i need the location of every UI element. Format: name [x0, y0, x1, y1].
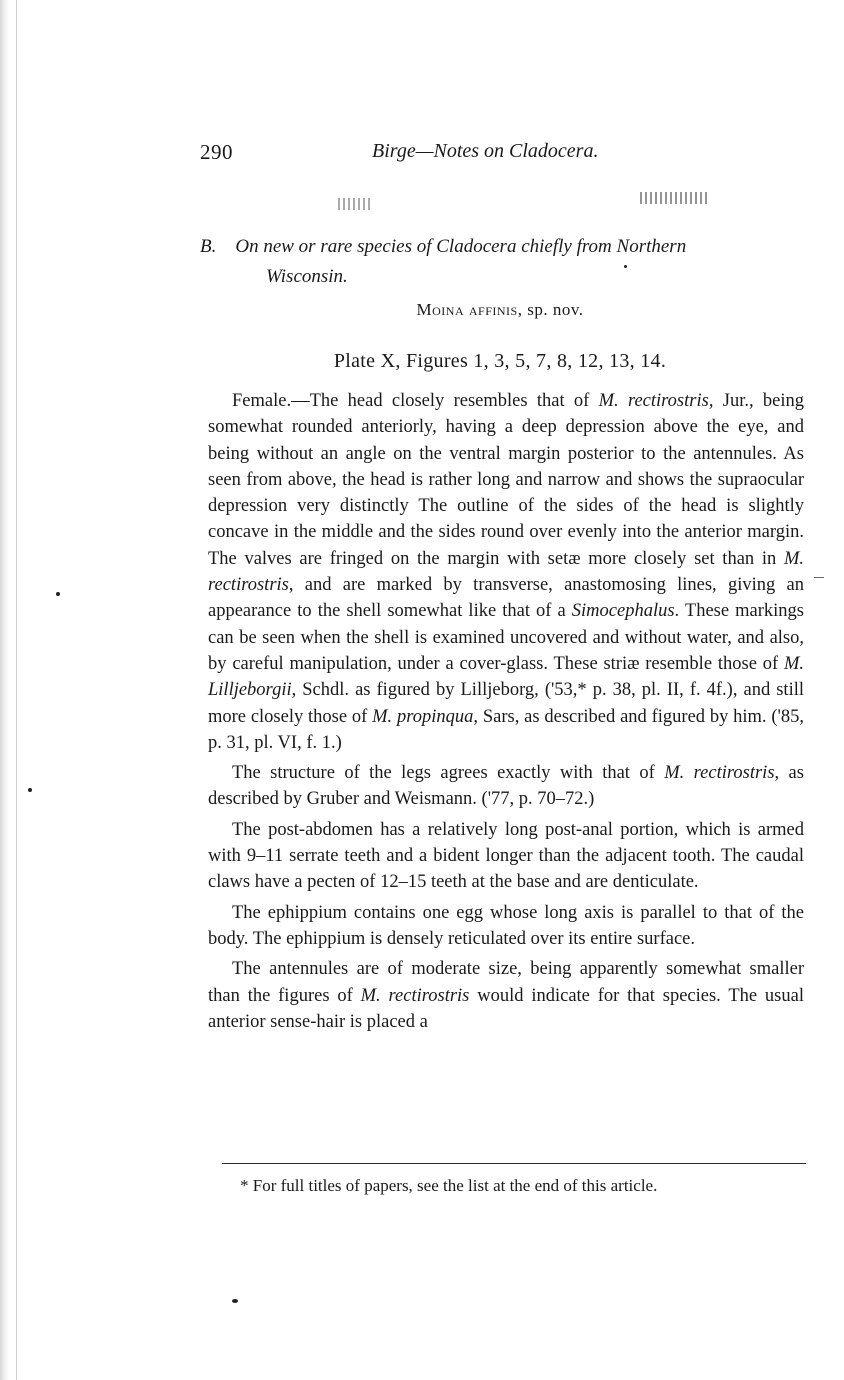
page-header — [200, 140, 620, 170]
ornament-left — [338, 198, 372, 210]
plate-reference: Plate X, Figures 1, 3, 5, 7, 8, 12, 13, 14. — [333, 350, 667, 372]
ink-speck — [232, 1299, 238, 1303]
text-run: , Schdl. as figured by Lilljeborg, ('53,* p. 38, pl. II, f. 4f.), and still more closely those of — [208, 680, 804, 727]
ink-speck — [56, 592, 60, 596]
footnote: * For full titles of papers, see the list at the end of this article. — [240, 1176, 658, 1195]
page-edge-shadow — [0, 0, 10, 1380]
text-run: . These markings can be seen when the shell is examined uncovered and without water, and also, by careful manipulation, under a cover-glass. These striæ resemble those of — [208, 601, 804, 674]
page-number: 290 — [200, 140, 233, 164]
species-title — [200, 300, 800, 320]
ornament-right — [640, 192, 708, 204]
running-head: Birge—Notes on Cladocera. — [372, 140, 599, 162]
footnote-rule — [222, 1163, 806, 1164]
text-run: Female.—The head closely resembles that of — [232, 391, 599, 411]
species-italic: M. rectirostris — [598, 391, 709, 411]
paragraph-female-description — [208, 388, 804, 756]
text-run: , and are marked by transverse, anastomosing lines, giving an appearance to the shell somewhat like that of a — [208, 575, 804, 622]
paragraph-ephippium: The ephippium contains one egg whose long axis is parallel to that of the body. The ephippium is densely reticulated over its entire surface. — [208, 902, 804, 949]
margin-mark — [814, 577, 824, 578]
species-italic: M. rectirostris — [664, 763, 775, 784]
species-italic: M. rectirostris — [208, 548, 804, 596]
paragraph-post-abdomen: The post-abdomen has a relatively long post-anal portion, which is armed with 9–11 serrate teeth and a bident longer than the adjacent tooth. The caudal claws have a pecten of 12–15 teeth at the base and are denticulate. — [208, 819, 804, 893]
genus-italic: Simocephalus — [571, 601, 675, 622]
paragraph-legs — [208, 760, 804, 813]
paragraph-antennules — [208, 956, 804, 1035]
species-italic: M. rectirostris — [360, 985, 470, 1006]
section-title: On new or rare species of Cladocera chiefly from Northern — [235, 236, 687, 257]
text-run: The structure of the legs agrees exactly with that of — [232, 763, 665, 784]
ink-speck — [28, 788, 32, 792]
species-italic: M. Lilljeborgii — [208, 653, 804, 701]
section-title-line2: Wisconsin. — [266, 266, 348, 287]
text-run: , as described by Gruber and Weismann. ('77, p. 70–72.) — [208, 763, 804, 810]
species-italic: M. propinqua — [372, 706, 474, 727]
ink-speck — [624, 265, 627, 268]
section-heading — [200, 232, 820, 292]
text-run: would indicate for that species. The usual anterior sense-hair is placed a — [208, 985, 804, 1032]
page-edge-line — [16, 0, 17, 1380]
text-run: The antennules are of moderate size, being apparently somewhat smaller than the figures of — [208, 959, 804, 1006]
body-text — [208, 388, 804, 1039]
text-run: , Sars, as described and figured by him. ('85, p. 31, pl. VI, f. 1.) — [208, 706, 804, 753]
species-name: Moina affinis, — [416, 300, 523, 319]
text-run: , Jur., being somewhat rounded anteriorly, having a deep depression above the eye, and being without an angle on the ventral margin posterior to the antennules. As seen from above, the head is rather long and narrow and shows the supraocular depression very distinctly The outline of the sides of the head is slightly concave in the middle and the sides round over evenly into the anterior margin. The valves are fringed on the margin with setæ more closely set than in — [208, 391, 804, 569]
species-suffix: sp. nov. — [527, 300, 584, 319]
section-label: B. — [200, 236, 217, 257]
section-heading-line1 — [200, 232, 820, 262]
